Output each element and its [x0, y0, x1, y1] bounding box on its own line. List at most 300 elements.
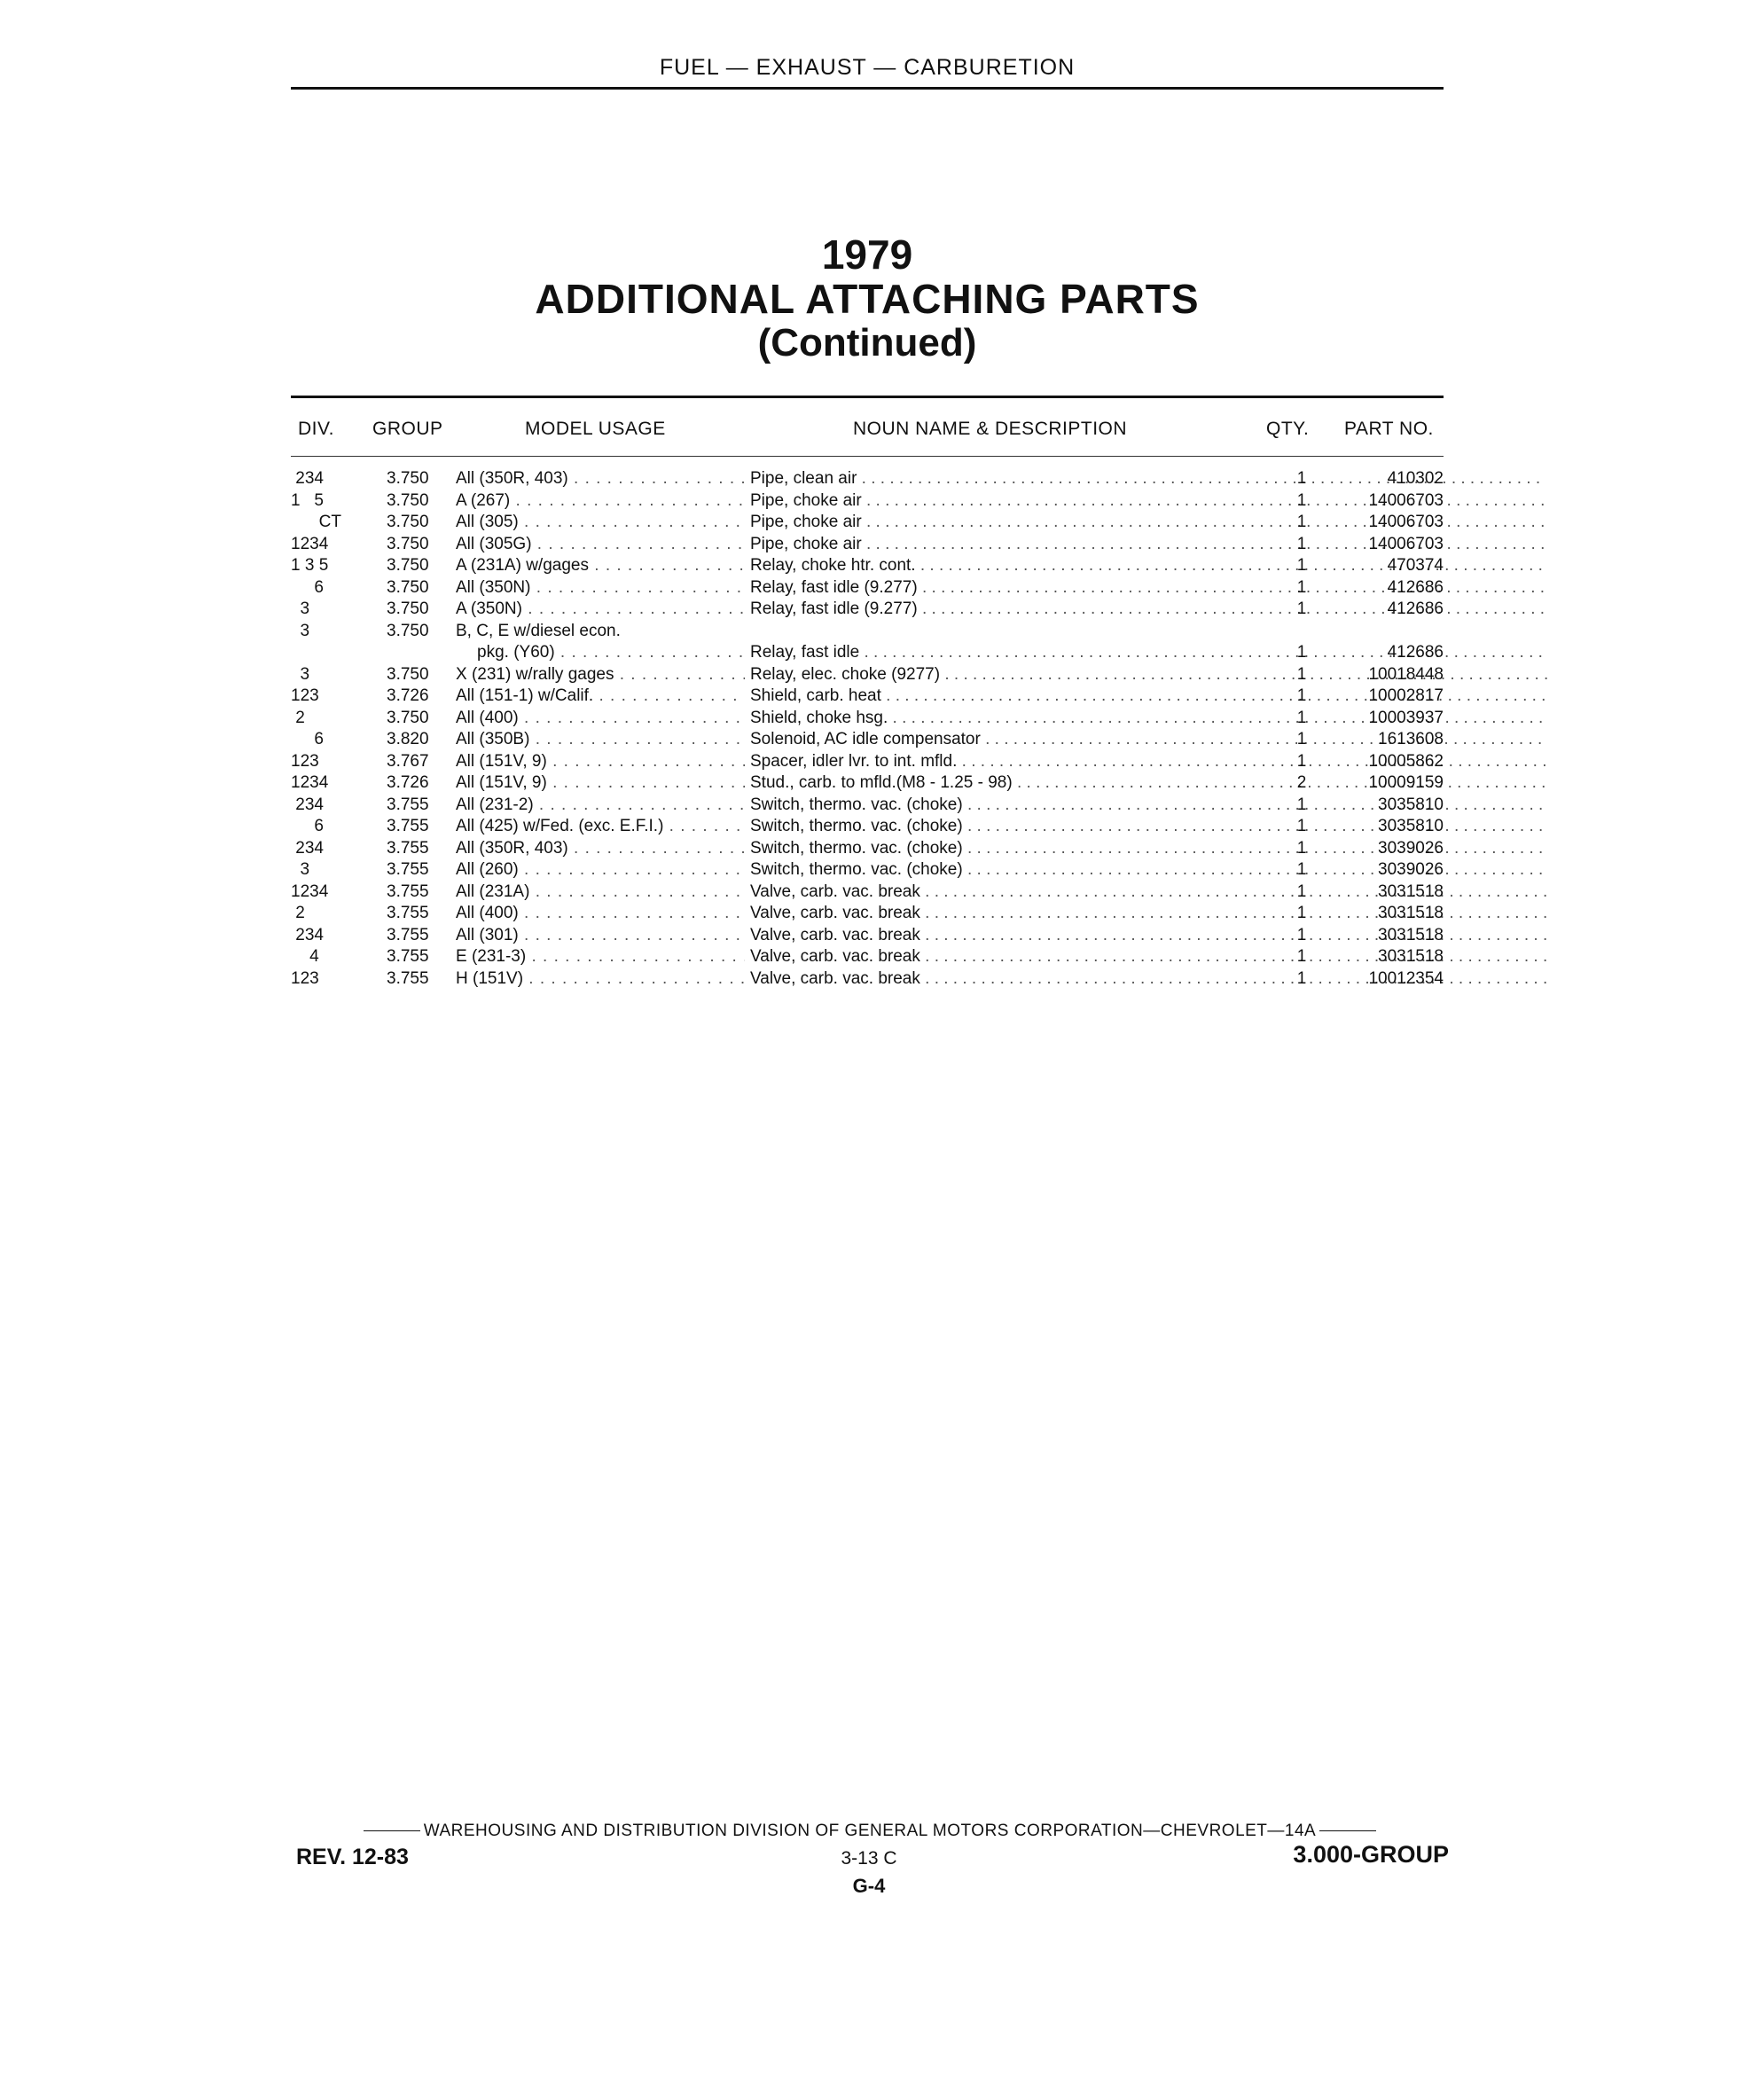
table-row — [291, 729, 1444, 751]
model-usage-cell — [456, 490, 745, 512]
model-usage-cell-text: A (231A) w/gages . . . — [456, 556, 745, 575]
group-cell-text: 3.750 — [387, 469, 429, 488]
group-cell-text: 3.755 — [387, 817, 429, 835]
model-usage-cell-text: All (151V, 9) . . . — [456, 752, 745, 771]
table-row — [291, 903, 1444, 925]
group-cell-text: 3.750 — [387, 534, 429, 553]
part-no-cell-text: 10005862 — [1368, 751, 1444, 771]
noun-name-cell-text: Relay, elec. choke (9277) . . . — [750, 665, 1548, 684]
model-usage-cell — [456, 772, 745, 794]
model-usage-cell — [456, 729, 745, 750]
div-cell — [291, 925, 362, 946]
part-no-cell — [1346, 468, 1444, 490]
part-no-cell — [1346, 512, 1444, 533]
qty-cell — [1284, 838, 1319, 859]
table-row — [291, 621, 1444, 664]
div-cell — [291, 468, 362, 490]
part-no-cell — [1346, 859, 1444, 881]
qty-cell — [1284, 534, 1319, 555]
div-cell — [291, 490, 362, 512]
qty-cell-text: 1 — [1296, 686, 1307, 705]
noun-name-cell-text: Relay, fast idle . . . — [750, 643, 1543, 662]
qty-cell-text: 1 — [1296, 730, 1307, 748]
noun-name-cell-text: Switch, thermo. vac. (choke) . . . — [750, 817, 1548, 835]
part-no-cell-text: 412686 — [1387, 599, 1444, 618]
group-cell-text: 3.755 — [387, 795, 429, 814]
part-no-cell-text: 14006703 — [1368, 513, 1444, 531]
qty-cell-text: 1 — [1296, 556, 1307, 575]
div-cell-text: CT — [291, 513, 341, 531]
part-no-cell-text: 10003937 — [1368, 708, 1444, 727]
table-row — [291, 490, 1444, 513]
model-usage-cell-text: All (231-2) . . . — [456, 795, 745, 814]
model-usage-cell-text: All (151V, 9) . . . — [456, 773, 745, 792]
model-usage-cell-text: All (260) . . . — [456, 860, 745, 879]
part-no-cell — [1346, 903, 1444, 924]
model-usage-cell-text: All (400) . . . — [456, 709, 745, 727]
qty-cell — [1284, 577, 1319, 599]
qty-cell — [1284, 664, 1319, 686]
div-cell — [291, 882, 362, 903]
qty-cell — [1284, 882, 1319, 903]
div-cell-text: 1 3 5 — [291, 556, 329, 575]
qty-cell — [1284, 686, 1319, 707]
noun-name-cell-text: Switch, thermo. vac. (choke) . . . — [750, 860, 1548, 879]
part-no-cell — [1346, 772, 1444, 794]
group-cell-text: 3.750 — [387, 599, 429, 618]
model-usage-cell — [456, 925, 745, 946]
group-cell — [387, 838, 458, 859]
group-cell-text: 3.750 — [387, 490, 429, 510]
noun-name-cell-text: Valve, carb. vac. break . . . — [750, 947, 1548, 966]
div-cell — [291, 664, 362, 686]
div-cell-text: 6 — [291, 730, 324, 748]
group-cell — [387, 534, 458, 555]
group-cell-text: 3.755 — [387, 838, 429, 858]
noun-name-cell-text: Switch, thermo. vac. (choke) . . . — [750, 795, 1548, 814]
footer-corporation-text: WAREHOUSING AND DISTRIBUTION DIVISION OF GENERAL MOTORS CORPORATION—CHEVROLET—14A — [423, 1822, 1317, 1840]
group-cell-text: 3.755 — [387, 882, 429, 901]
noun-name-cell-text: Pipe, choke air . . . — [750, 491, 1545, 510]
part-no-cell — [1346, 534, 1444, 555]
qty-cell-text: 1 — [1296, 882, 1307, 901]
div-cell-text: 1234 — [291, 773, 329, 792]
div-cell-text: 123 — [291, 968, 319, 988]
table-row — [291, 816, 1444, 838]
div-cell — [291, 751, 362, 772]
page-code: 3-13 C — [841, 1848, 897, 1869]
footer-corporation — [291, 1822, 1449, 1841]
model-usage-cell — [456, 882, 745, 903]
part-no-cell-text: 3039026 — [1378, 860, 1444, 879]
revision-label: REV. 12-83 — [296, 1845, 409, 1869]
model-usage-cell — [456, 599, 745, 620]
group-cell-text: 3.750 — [387, 664, 429, 684]
part-no-cell — [1346, 816, 1444, 837]
part-no-cell — [1346, 838, 1444, 859]
div-cell — [291, 599, 362, 620]
column-header-div: DIV. — [298, 419, 334, 439]
noun-name-cell-text: Pipe, clean air . . . — [750, 469, 1540, 488]
part-no-cell-text: 14006703 — [1368, 490, 1444, 510]
qty-cell — [1284, 925, 1319, 946]
div-cell-text: 1 5 — [291, 490, 324, 510]
table-row — [291, 468, 1444, 490]
group-label: 3.000-GROUP — [1293, 1841, 1449, 1868]
table-row — [291, 925, 1444, 947]
qty-cell-text: 1 — [1296, 664, 1307, 684]
group-cell — [387, 664, 458, 686]
model-usage-cell-text: H (151V) . . . — [456, 969, 745, 988]
qty-cell-text: 1 — [1296, 968, 1307, 988]
noun-name-cell-text: Relay, choke htr. cont. . . . — [750, 556, 1548, 575]
group-cell-text: 3.755 — [387, 860, 429, 879]
group-cell-text: 3.767 — [387, 751, 429, 771]
column-header-group: GROUP — [372, 419, 443, 439]
model-usage-cell — [456, 664, 745, 686]
part-no-cell-text: 3035810 — [1378, 795, 1444, 814]
qty-cell-text: 1 — [1296, 904, 1307, 922]
part-no-cell — [1346, 490, 1444, 512]
model-usage-cell — [456, 534, 745, 555]
part-no-cell-text: 410302 — [1387, 469, 1444, 488]
part-no-cell-text: 3031518 — [1378, 882, 1444, 901]
div-cell-text: 6 — [291, 577, 324, 597]
group-cell — [387, 512, 458, 533]
model-usage-cell — [456, 577, 745, 599]
div-cell-text: 1234 — [291, 882, 329, 901]
div-cell — [291, 621, 362, 642]
part-no-cell — [1346, 642, 1444, 663]
running-head: FUEL — EXHAUST — CARBURETION — [659, 55, 1076, 80]
div-cell-text: 123 — [291, 751, 319, 771]
group-cell-text: 3.750 — [387, 556, 429, 575]
noun-name-cell-text: Stud., carb. to mfld.(M8 - 1.25 - 98) . . . — [750, 773, 1548, 792]
model-usage-cell — [456, 751, 745, 772]
part-no-cell-text: 3031518 — [1378, 947, 1444, 966]
group-cell — [387, 925, 458, 946]
table-row — [291, 577, 1444, 599]
qty-cell — [1284, 599, 1319, 620]
part-no-cell-text: 1613608 — [1378, 730, 1444, 748]
qty-cell — [1284, 816, 1319, 837]
qty-cell-text: 1 — [1296, 469, 1307, 488]
group-cell — [387, 708, 458, 729]
part-no-cell-text: 10018448 — [1368, 664, 1444, 684]
qty-cell — [1284, 708, 1319, 729]
noun-name-cell-text: Solenoid, AC idle compensator . . . — [750, 730, 1548, 748]
noun-name-cell-text: Shield, choke hsg. . . . — [750, 709, 1548, 727]
part-no-cell — [1346, 795, 1444, 816]
page-title: ADDITIONAL ATTACHING PARTS — [535, 276, 1200, 322]
group-cell — [387, 577, 458, 599]
model-usage-cell-text: All (350B) . . . — [456, 730, 745, 748]
part-no-cell — [1346, 968, 1444, 990]
qty-cell — [1284, 903, 1319, 924]
qty-cell-text: 1 — [1296, 534, 1307, 553]
qty-cell — [1284, 946, 1319, 968]
part-no-cell — [1346, 708, 1444, 729]
model-usage-cell-text: All (350R, 403) . . . — [456, 839, 745, 858]
column-header-qty: QTY. — [1266, 419, 1310, 439]
model-usage-cell-text: All (151-1) w/Calif. . . . — [456, 686, 745, 705]
part-no-cell — [1346, 664, 1444, 686]
part-no-cell — [1346, 751, 1444, 772]
qty-cell-text: 1 — [1296, 513, 1307, 531]
noun-name-cell-text: Valve, carb. vac. break . . . — [750, 926, 1548, 944]
qty-cell-text: 1 — [1296, 642, 1307, 662]
page-subtitle: (Continued) — [757, 321, 977, 364]
qty-cell-text: 1 — [1296, 838, 1307, 858]
qty-cell — [1284, 512, 1319, 533]
div-cell-text: 3 — [291, 599, 310, 618]
model-usage-cell-text: X (231) w/rally gages . . . — [456, 665, 745, 684]
group-cell-text: 3.755 — [387, 925, 429, 944]
part-no-cell — [1346, 577, 1444, 599]
qty-cell — [1284, 859, 1319, 881]
div-cell-text: 6 — [291, 817, 324, 835]
part-no-cell-text: 470374 — [1387, 556, 1444, 575]
parts-table — [291, 468, 1444, 990]
part-no-cell — [1346, 925, 1444, 946]
div-cell-text: 3 — [291, 664, 310, 684]
div-cell-text: 123 — [291, 686, 319, 705]
div-cell — [291, 555, 362, 576]
table-row — [291, 968, 1444, 991]
part-no-cell-text: 3035810 — [1378, 817, 1444, 835]
table-row — [291, 512, 1444, 534]
group-cell — [387, 686, 458, 707]
div-cell-text: 234 — [291, 925, 324, 944]
div-cell — [291, 772, 362, 794]
table-row — [291, 686, 1444, 708]
qty-cell — [1284, 468, 1319, 490]
div-cell-text: 4 — [291, 947, 319, 966]
model-usage-cell-text: B, C, E w/diesel econ. — [456, 621, 621, 640]
group-cell — [387, 882, 458, 903]
model-usage-cell-text: All (350N) . . . — [456, 578, 745, 597]
div-cell — [291, 859, 362, 881]
model-usage-cell-text: All (231A) . . . — [456, 882, 745, 901]
qty-cell-text: 1 — [1296, 947, 1307, 966]
div-cell — [291, 686, 362, 707]
group-cell — [387, 490, 458, 512]
div-cell-text: 234 — [291, 469, 324, 488]
table-row — [291, 599, 1444, 621]
column-header-model-usage: MODEL USAGE — [525, 419, 666, 439]
model-usage-cell — [456, 838, 745, 859]
group-cell-text: 3.726 — [387, 686, 429, 705]
qty-cell — [1284, 772, 1319, 794]
group-cell — [387, 968, 458, 990]
div-cell — [291, 708, 362, 729]
part-no-cell — [1346, 555, 1444, 576]
group-cell-text: 3.755 — [387, 968, 429, 988]
part-no-cell — [1346, 686, 1444, 707]
div-cell — [291, 795, 362, 816]
div-cell-text: 3 — [291, 860, 310, 879]
model-usage-cell — [456, 859, 745, 881]
div-cell — [291, 512, 362, 533]
qty-cell — [1284, 751, 1319, 772]
model-usage-cell-text: A (267) . . . — [456, 491, 745, 510]
qty-cell-text: 1 — [1296, 795, 1307, 814]
qty-cell-text: 1 — [1296, 751, 1307, 771]
div-cell — [291, 946, 362, 968]
table-top-rule — [291, 396, 1444, 398]
noun-name-cell-text: Valve, carb. vac. break . . . — [750, 882, 1548, 901]
footer-dash-left — [364, 1830, 420, 1831]
title-block — [291, 232, 1444, 365]
noun-name-cell-text: Shield, carb. heat . . . — [750, 686, 1548, 705]
model-usage-cell-text: All (400) . . . — [456, 904, 745, 922]
group-cell-text: 3.750 — [387, 621, 429, 640]
model-usage-cell — [456, 946, 745, 968]
part-no-cell — [1346, 729, 1444, 750]
table-row — [291, 751, 1444, 773]
noun-name-cell-text: Relay, fast idle (9.277) . . . — [750, 578, 1548, 597]
table-row — [291, 795, 1444, 817]
div-cell — [291, 903, 362, 924]
noun-name-cell-text: Relay, fast idle (9.277) . . . — [750, 599, 1548, 618]
model-usage-cell — [456, 512, 745, 533]
group-cell — [387, 816, 458, 837]
part-no-cell-text: 3031518 — [1378, 925, 1444, 944]
table-row — [291, 946, 1444, 968]
group-cell — [387, 599, 458, 620]
footer-dash-right — [1319, 1830, 1376, 1831]
noun-name-cell-text: Pipe, choke air . . . — [750, 513, 1545, 531]
group-cell — [387, 946, 458, 968]
qty-cell-text: 1 — [1296, 860, 1307, 879]
model-usage-cell — [456, 621, 745, 663]
qty-cell — [1284, 490, 1319, 512]
part-no-cell-text: 3039026 — [1378, 838, 1444, 858]
model-usage-cell-text: All (301) . . . — [456, 926, 745, 944]
div-cell-text: 2 — [291, 904, 305, 922]
model-usage-cell — [456, 686, 745, 707]
qty-cell — [1284, 642, 1319, 663]
div-cell-text: 234 — [291, 838, 324, 858]
model-usage-cell-text: E (231-3) . . . — [456, 947, 745, 966]
group-cell-text: 3.755 — [387, 947, 429, 966]
group-cell — [387, 903, 458, 924]
model-usage-cell-text: All (305G) . . . — [456, 535, 745, 553]
model-usage-cell-text: All (305) . . . — [456, 513, 745, 531]
group-cell — [387, 621, 458, 642]
div-cell-text: 234 — [291, 795, 324, 814]
table-header-rule — [291, 456, 1444, 457]
noun-name-cell-text: Valve, carb. vac. break . . . — [750, 904, 1548, 922]
div-cell — [291, 577, 362, 599]
qty-cell-text: 1 — [1296, 599, 1307, 618]
table-row — [291, 772, 1444, 795]
title-year: 1979 — [821, 231, 913, 278]
part-no-cell — [1346, 946, 1444, 968]
div-cell — [291, 816, 362, 837]
model-usage-cell-text: A (350N) . . . — [456, 599, 745, 618]
model-usage-cell — [456, 468, 745, 490]
div-cell-text: 1234 — [291, 534, 329, 553]
column-header-noun-name: NOUN NAME & DESCRIPTION — [853, 419, 1128, 439]
noun-name-cell-text: Switch, thermo. vac. (choke) . . . — [750, 839, 1548, 858]
qty-cell — [1284, 968, 1319, 990]
page-label: G-4 — [852, 1875, 886, 1897]
group-cell-text: 3.726 — [387, 773, 429, 792]
group-cell — [387, 751, 458, 772]
div-cell — [291, 968, 362, 990]
div-cell — [291, 729, 362, 750]
group-cell — [387, 729, 458, 750]
model-usage-cell — [456, 903, 745, 924]
qty-cell — [1284, 729, 1319, 750]
model-usage-cell-continued: pkg. (Y60) . . . — [456, 642, 745, 663]
noun-name-cell-text: Spacer, idler lvr. to int. mfld. . . . — [750, 752, 1548, 771]
qty-cell-text: 1 — [1296, 925, 1307, 944]
qty-cell-text: 1 — [1296, 577, 1307, 597]
qty-cell-text: 2 — [1296, 773, 1307, 792]
table-row — [291, 534, 1444, 556]
model-usage-cell-text: All (350R, 403) . . . — [456, 469, 745, 488]
noun-name-cell-text: Valve, carb. vac. break . . . — [750, 969, 1548, 988]
model-usage-cell — [456, 555, 745, 576]
model-usage-cell — [456, 968, 745, 990]
qty-cell-text: 1 — [1296, 817, 1307, 835]
qty-cell — [1284, 555, 1319, 576]
part-no-cell-text: 412686 — [1387, 642, 1444, 662]
part-no-cell — [1346, 599, 1444, 620]
part-no-cell-text: 10012354 — [1368, 968, 1444, 988]
group-cell — [387, 795, 458, 816]
group-cell-text: 3.750 — [387, 708, 429, 727]
header-rule — [291, 87, 1444, 90]
table-row — [291, 882, 1444, 904]
part-no-cell — [1346, 882, 1444, 903]
column-header-part-no: PART NO. — [1344, 419, 1434, 439]
table-row — [291, 708, 1444, 730]
group-cell-text: 3.820 — [387, 730, 429, 748]
part-no-cell-text: 3031518 — [1378, 904, 1444, 922]
div-cell — [291, 838, 362, 859]
model-usage-cell — [456, 708, 745, 729]
group-cell — [387, 555, 458, 576]
part-no-cell-text: 10002817 — [1368, 686, 1444, 705]
table-row — [291, 555, 1444, 577]
group-cell-text: 3.750 — [387, 577, 429, 597]
table-row — [291, 859, 1444, 882]
div-cell-text: 2 — [291, 708, 305, 727]
group-cell — [387, 772, 458, 794]
div-cell — [291, 534, 362, 555]
qty-cell-text: 1 — [1296, 490, 1307, 510]
table-row — [291, 838, 1444, 860]
part-no-cell-text: 14006703 — [1368, 534, 1444, 553]
noun-name-cell-text: Pipe, choke air . . . — [750, 535, 1545, 553]
part-no-cell-text: 10009159 — [1368, 773, 1444, 792]
div-cell-text: 3 — [291, 621, 310, 640]
model-usage-cell — [456, 816, 745, 837]
part-no-cell-text: 412686 — [1387, 577, 1444, 597]
group-cell-text: 3.750 — [387, 513, 429, 531]
group-cell — [387, 859, 458, 881]
model-usage-cell — [456, 795, 745, 816]
table-row — [291, 664, 1444, 686]
group-cell-text: 3.755 — [387, 904, 429, 922]
qty-cell — [1284, 795, 1319, 816]
group-cell — [387, 468, 458, 490]
model-usage-cell-text: All (425) w/Fed. (exc. E.F.I.) . . . — [456, 817, 745, 835]
qty-cell-text: 1 — [1296, 708, 1307, 727]
